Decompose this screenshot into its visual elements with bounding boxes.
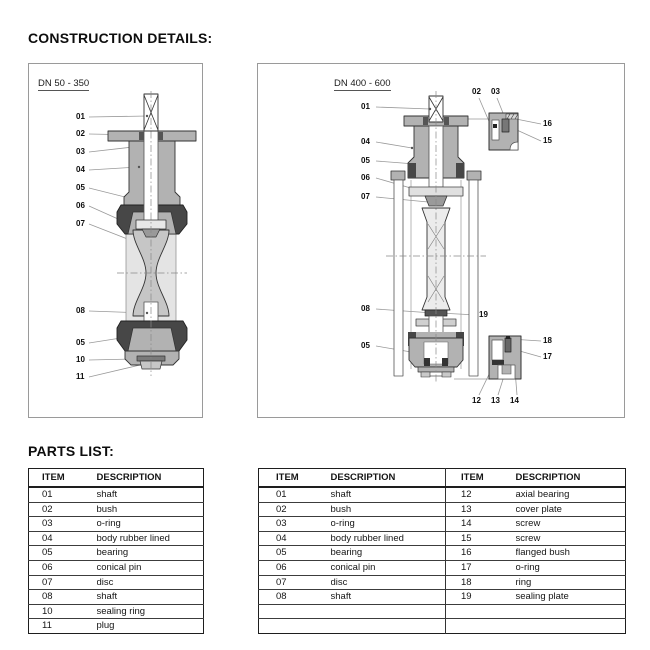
valve-illustration bbox=[386, 91, 521, 384]
table-cell: bush bbox=[97, 502, 204, 517]
table-row bbox=[29, 502, 204, 517]
table-cell: 04 bbox=[29, 531, 97, 546]
table-cell: 15 bbox=[446, 531, 516, 546]
part-label: 02 bbox=[76, 129, 85, 138]
column-header-description: DESCRIPTION bbox=[516, 469, 626, 488]
table-row bbox=[29, 575, 204, 590]
table-cell: 07 bbox=[29, 575, 97, 590]
diagram-dn50-350-box bbox=[28, 63, 203, 418]
table-row bbox=[29, 517, 204, 532]
diagram-title-dn400-600: DN 400 - 600 bbox=[334, 78, 391, 89]
table-row bbox=[29, 590, 204, 605]
table-cell: axial bearing bbox=[516, 487, 626, 502]
table-cell: body rubber lined bbox=[331, 531, 446, 546]
diagram-dn400-600-box bbox=[257, 63, 625, 418]
table-cell: 02 bbox=[259, 502, 331, 517]
table-cell: 17 bbox=[446, 560, 516, 575]
table-cell bbox=[516, 619, 626, 634]
table-cell: conical pin bbox=[331, 560, 446, 575]
table-cell: bearing bbox=[331, 546, 446, 561]
table-cell: 06 bbox=[29, 560, 97, 575]
table-row bbox=[29, 604, 204, 619]
table-header-row bbox=[259, 469, 626, 488]
table-row bbox=[259, 590, 626, 605]
part-label: 04 bbox=[76, 165, 85, 174]
part-label: 18 bbox=[543, 336, 552, 345]
table-cell bbox=[259, 619, 331, 634]
table-row bbox=[259, 619, 626, 634]
detail-top-bush bbox=[489, 113, 518, 150]
column-header-item: ITEM bbox=[446, 469, 516, 488]
part-label: 12 bbox=[472, 396, 481, 405]
table-cell: 13 bbox=[446, 502, 516, 517]
construction-details-heading: CONSTRUCTION DETAILS: bbox=[28, 30, 213, 46]
table-cell: 06 bbox=[259, 560, 331, 575]
table-cell: disc bbox=[331, 575, 446, 590]
part-label: 03 bbox=[76, 147, 85, 156]
table-cell: screw bbox=[516, 517, 626, 532]
column-header-description: DESCRIPTION bbox=[331, 469, 446, 488]
table-cell: o-ring bbox=[331, 517, 446, 532]
part-label: 05 bbox=[361, 341, 370, 350]
table-cell: 19 bbox=[446, 590, 516, 605]
part-label: 01 bbox=[361, 102, 370, 111]
table-cell: 05 bbox=[259, 546, 331, 561]
table-cell: 12 bbox=[446, 487, 516, 502]
table-row bbox=[29, 546, 204, 561]
part-label: 05 bbox=[361, 156, 370, 165]
parts-table-dn50-350 bbox=[28, 468, 204, 634]
part-label: 14 bbox=[510, 396, 519, 405]
table-cell: 18 bbox=[446, 575, 516, 590]
part-label: 06 bbox=[76, 201, 85, 210]
part-label: 10 bbox=[76, 355, 85, 364]
part-label: 05 bbox=[76, 338, 85, 347]
part-label: 16 bbox=[543, 119, 552, 128]
table-row bbox=[29, 619, 204, 634]
table-cell: shaft bbox=[97, 487, 204, 502]
table-cell: 14 bbox=[446, 517, 516, 532]
table-row bbox=[29, 531, 204, 546]
table-cell: sealing plate bbox=[516, 590, 626, 605]
table-cell: 03 bbox=[259, 517, 331, 532]
table-row bbox=[29, 560, 204, 575]
table-row bbox=[259, 604, 626, 619]
table-row bbox=[259, 531, 626, 546]
table-cell: 10 bbox=[29, 604, 97, 619]
part-label: 08 bbox=[76, 306, 85, 315]
table-cell: 02 bbox=[29, 502, 97, 517]
table-cell: plug bbox=[97, 619, 204, 634]
table-cell: 11 bbox=[29, 619, 97, 634]
part-label: 13 bbox=[491, 396, 500, 405]
table-cell: 01 bbox=[259, 487, 331, 502]
table-cell: ring bbox=[516, 575, 626, 590]
part-label: 17 bbox=[543, 352, 552, 361]
table-cell: 05 bbox=[29, 546, 97, 561]
table-cell: o-ring bbox=[516, 560, 626, 575]
table-cell bbox=[446, 604, 516, 619]
table-cell: bearing bbox=[97, 546, 204, 561]
table-cell bbox=[446, 619, 516, 634]
parts-table-dn400-600 bbox=[258, 468, 626, 634]
table-cell: cover plate bbox=[516, 502, 626, 517]
part-label: 19 bbox=[479, 310, 488, 319]
table-cell: shaft bbox=[331, 590, 446, 605]
table-cell bbox=[331, 604, 446, 619]
column-header-item: ITEM bbox=[259, 469, 331, 488]
part-label: 04 bbox=[361, 137, 370, 146]
part-label: 15 bbox=[543, 136, 552, 145]
table-cell bbox=[516, 604, 626, 619]
table-cell: 08 bbox=[29, 590, 97, 605]
table-row bbox=[259, 517, 626, 532]
table-row bbox=[29, 487, 204, 502]
table-row bbox=[259, 575, 626, 590]
part-label: 08 bbox=[361, 304, 370, 313]
table-cell: 04 bbox=[259, 531, 331, 546]
table-cell: screw bbox=[516, 531, 626, 546]
table-cell bbox=[259, 604, 331, 619]
detail-bottom-bearing bbox=[489, 336, 521, 379]
table-cell: 08 bbox=[259, 590, 331, 605]
part-label: 03 bbox=[491, 87, 500, 96]
table-cell: disc bbox=[97, 575, 204, 590]
table-row bbox=[259, 487, 626, 502]
parts-list-heading: PARTS LIST: bbox=[28, 443, 114, 459]
part-label: 01 bbox=[76, 112, 85, 121]
part-label: 11 bbox=[76, 372, 85, 381]
table-cell: shaft bbox=[97, 590, 204, 605]
table-cell: 16 bbox=[446, 546, 516, 561]
table-cell: o-ring bbox=[97, 517, 204, 532]
table-cell: body rubber lined bbox=[97, 531, 204, 546]
column-header-description: DESCRIPTION bbox=[97, 469, 204, 488]
table-header-row bbox=[29, 469, 204, 488]
valve-illustration bbox=[108, 91, 196, 376]
diagram-title-dn50-350: DN 50 - 350 bbox=[38, 78, 90, 89]
table-cell: conical pin bbox=[97, 560, 204, 575]
column-header-item: ITEM bbox=[29, 469, 97, 488]
part-label: 07 bbox=[361, 192, 370, 201]
part-label: 02 bbox=[472, 87, 481, 96]
table-cell: flanged bush bbox=[516, 546, 626, 561]
table-cell: shaft bbox=[331, 487, 446, 502]
part-label: 06 bbox=[361, 173, 370, 182]
table-cell bbox=[331, 619, 446, 634]
valve-cross-section-dn50-350 bbox=[29, 64, 201, 416]
table-cell: sealing ring bbox=[97, 604, 204, 619]
table-cell: bush bbox=[331, 502, 446, 517]
part-label: 07 bbox=[76, 219, 85, 228]
table-cell: 03 bbox=[29, 517, 97, 532]
table-cell: 01 bbox=[29, 487, 97, 502]
table-row bbox=[259, 546, 626, 561]
table-row bbox=[259, 502, 626, 517]
table-cell: 07 bbox=[259, 575, 331, 590]
table-row bbox=[259, 560, 626, 575]
valve-cross-section-dn400-600 bbox=[258, 64, 623, 416]
part-label: 05 bbox=[76, 183, 85, 192]
